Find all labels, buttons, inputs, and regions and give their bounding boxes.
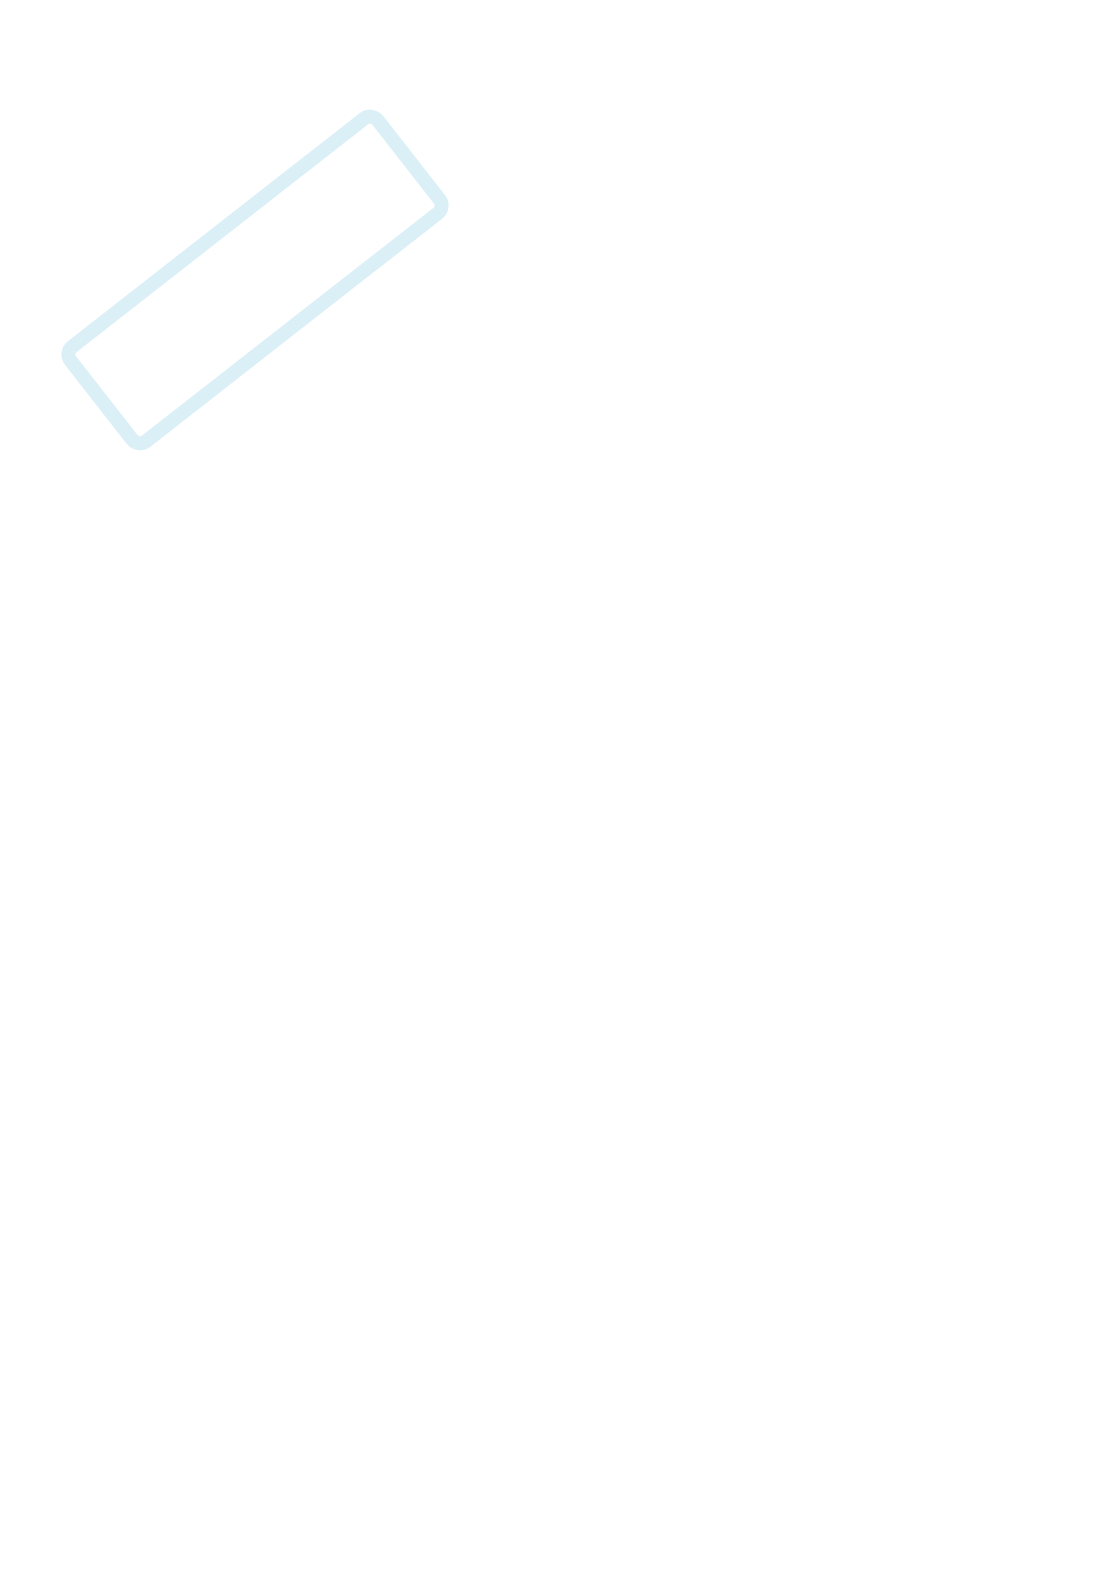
watermark-logo (20, 70, 490, 490)
